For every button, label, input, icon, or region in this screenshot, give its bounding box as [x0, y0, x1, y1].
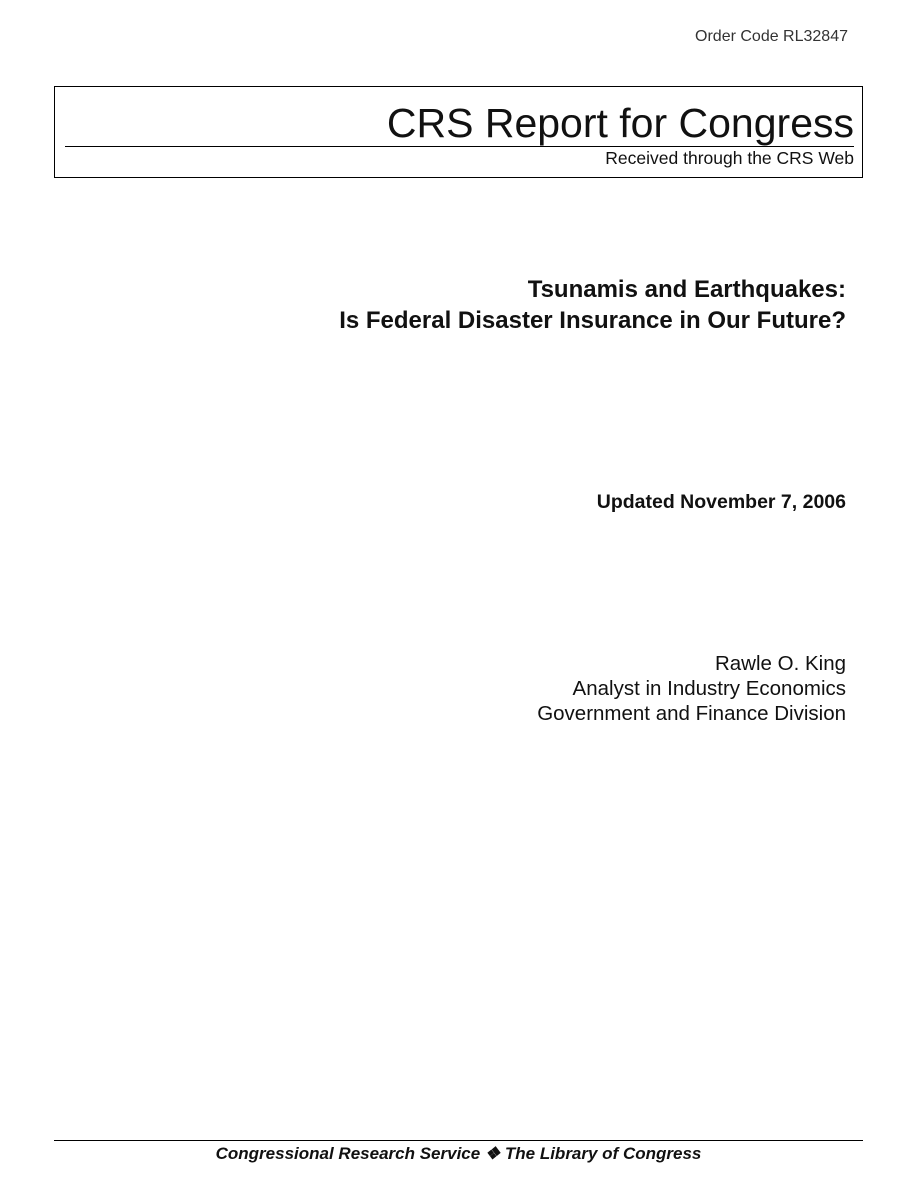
header-subtitle: Received through the CRS Web — [605, 148, 854, 168]
report-header-box — [54, 86, 863, 178]
footer-text: Congressional Research Service ❖ The Library of Congress — [215, 1144, 702, 1163]
author-name: Rawle O. King — [714, 652, 846, 675]
author-position: Analyst in Industry Economics — [572, 677, 846, 700]
author-block — [537, 651, 846, 726]
footer-divider — [54, 1140, 863, 1141]
header-title: CRS Report for Congress — [386, 100, 854, 146]
author-division: Government and Finance Division — [537, 702, 846, 725]
report-title — [339, 274, 846, 336]
report-title-line-1: Tsunamis and Earthquakes: — [527, 276, 846, 303]
report-title-line-2: Is Federal Disaster Insurance in Our Future? — [339, 307, 846, 334]
order-code: Order Code RL32847 — [695, 28, 848, 45]
updated-date: Updated November 7, 2006 — [596, 491, 846, 513]
